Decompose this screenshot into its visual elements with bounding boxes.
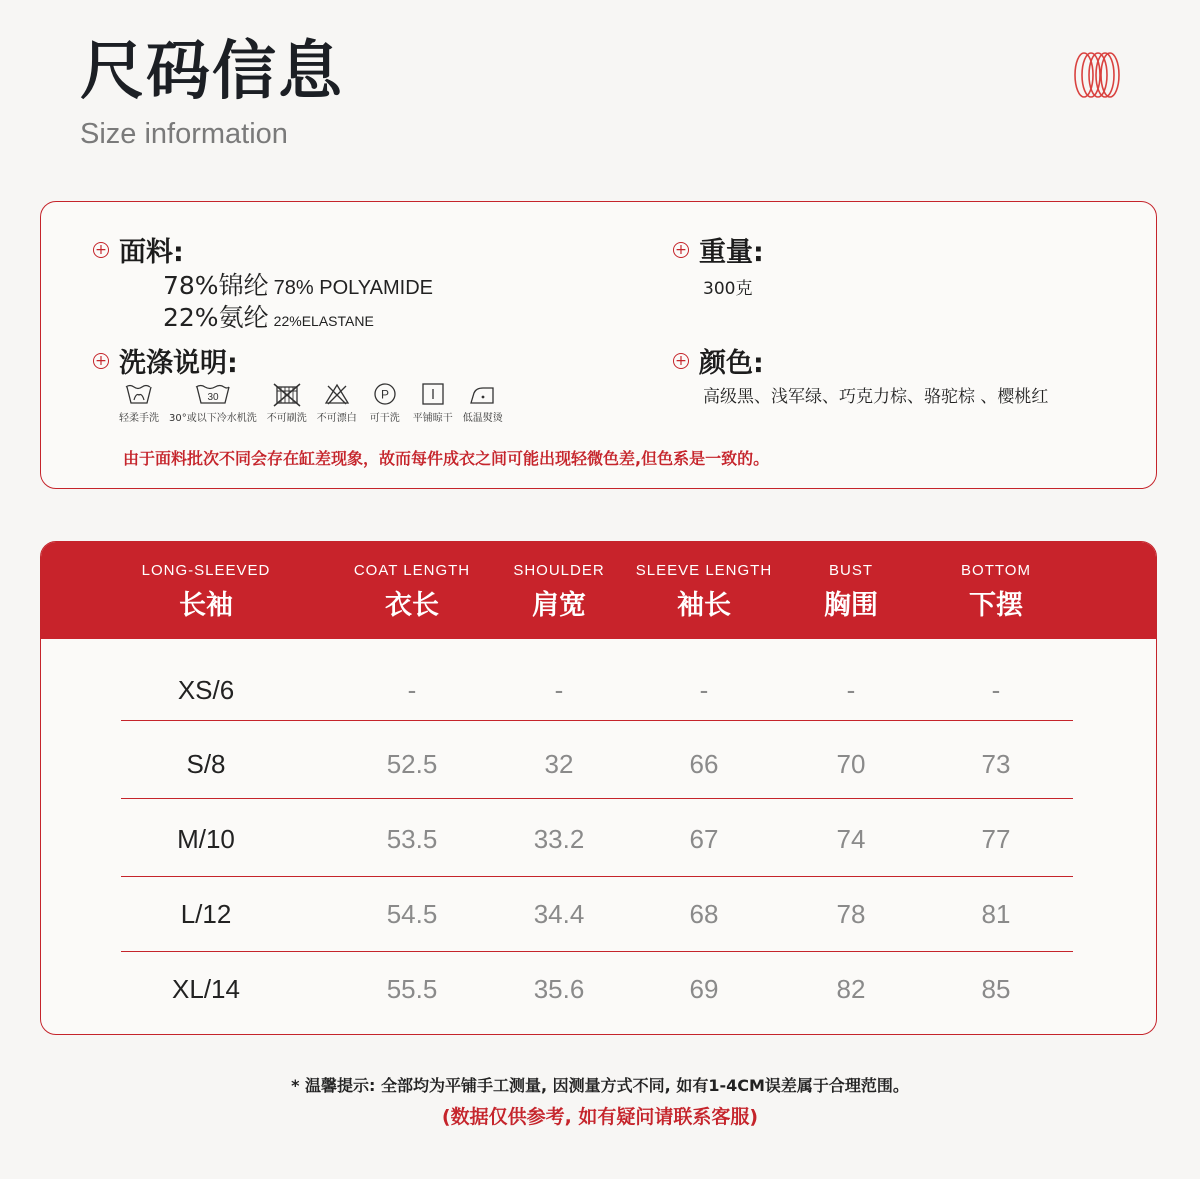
- size-table: [40, 541, 1157, 1035]
- size-cell: S/8: [186, 749, 226, 779]
- size-cell: XL/14: [172, 974, 240, 1004]
- column-header: [136, 542, 276, 639]
- product-info-card: [40, 201, 1157, 489]
- table-header: [41, 542, 1156, 639]
- row-divider: [121, 720, 1073, 721]
- table-cell: 74: [836, 824, 866, 854]
- care-label: 低温熨烫: [462, 413, 503, 424]
- column-header: [926, 542, 1066, 639]
- column-header-cn: 长袖: [179, 590, 233, 621]
- weight-value: 300克: [703, 279, 753, 299]
- table-cell: 54.5: [386, 899, 438, 929]
- plus-circle-icon: +: [93, 242, 109, 258]
- column-header: [634, 542, 774, 639]
- size-cell: XS/6: [177, 675, 235, 705]
- care-item: [267, 381, 307, 424]
- column-header-en: SLEEVE LENGTH: [635, 562, 773, 579]
- fabric-line-2: [163, 298, 374, 334]
- no-brush-icon: [269, 381, 305, 407]
- table-cell: -: [991, 675, 1001, 705]
- size-cell: L/12: [180, 899, 232, 929]
- table-cell: 68: [689, 899, 719, 929]
- table-cell: 77: [981, 824, 1011, 854]
- column-header-en: BUST: [828, 562, 873, 579]
- column-header-cn: 衣长: [385, 590, 439, 621]
- wash-temperature: 30: [207, 392, 219, 403]
- table-row: [41, 951, 1156, 1027]
- fabric-heading: [93, 230, 184, 269]
- fabric-en: 22%ELASTANE: [273, 313, 374, 329]
- fabric-cn: 22%氨纶: [163, 303, 269, 332]
- care-label: 可干洗: [369, 413, 400, 424]
- table-cell: 35.6: [533, 974, 585, 1004]
- column-header: [489, 542, 629, 639]
- fabric-line-1: [163, 266, 433, 302]
- table-cell: 82: [836, 974, 866, 1004]
- care-instructions: [119, 381, 513, 424]
- column-header-cn: 肩宽: [532, 590, 586, 621]
- column-header-cn: 胸围: [824, 590, 878, 621]
- machine-wash-30-icon: [191, 381, 235, 407]
- plus-circle-icon: +: [93, 353, 109, 369]
- fabric-cn: 78%锦纶: [163, 271, 269, 300]
- reference-disclaimer: (数据仅供参考, 如有疑问请联系客服): [441, 1106, 759, 1128]
- page-title: 尺码信息: [80, 35, 344, 109]
- column-header-en: LONG-SLEEVED: [141, 562, 271, 579]
- table-cell: 34.4: [533, 899, 585, 929]
- care-item: [367, 381, 403, 424]
- column-header-en: COAT LENGTH: [353, 562, 471, 579]
- page-subtitle: Size information: [80, 118, 288, 150]
- column-header-cn: 下摆: [969, 590, 1023, 621]
- weight-heading: [673, 230, 764, 269]
- plus-circle-icon: +: [673, 242, 689, 258]
- rings-icon: [1072, 50, 1122, 100]
- table-cell: 32: [544, 749, 574, 779]
- table-cell: 33.2: [533, 824, 585, 854]
- weight-heading-label: 重量:: [699, 237, 764, 268]
- care-item: [317, 381, 357, 424]
- care-label: 不可漂白: [316, 413, 357, 424]
- flat-dry-icon: [415, 381, 451, 407]
- color-value: 高级黑、浅军绿、巧克力棕、骆驼棕 、樱桃红: [703, 387, 1049, 407]
- table-cell: 73: [981, 749, 1011, 779]
- table-cell: -: [699, 675, 709, 705]
- column-header-en: SHOULDER: [513, 562, 605, 579]
- table-cell: 81: [981, 899, 1011, 929]
- color-heading: [673, 341, 764, 380]
- care-label: 不可刷洗: [266, 413, 307, 424]
- care-label: 30°或以下冷水机洗: [169, 413, 257, 424]
- table-cell: -: [846, 675, 856, 705]
- column-header: [781, 542, 921, 639]
- measurement-tip: * 温馨提示: 全部均为平铺手工测量, 因测量方式不同, 如有1-4CM误差属于合理范围。: [291, 1076, 909, 1095]
- table-cell: 52.5: [386, 749, 438, 779]
- color-heading-label: 颜色:: [699, 348, 764, 379]
- care-item: [413, 381, 453, 424]
- dry-clean-p-icon: [367, 381, 403, 407]
- care-label: 轻柔手洗: [119, 413, 159, 424]
- table-cell: 69: [689, 974, 719, 1004]
- table-cell: 66: [689, 749, 719, 779]
- table-cell: 55.5: [386, 974, 438, 1004]
- care-item: [463, 381, 503, 424]
- table-row: [41, 726, 1156, 802]
- table-row: [41, 801, 1156, 877]
- color-difference-note: 由于面料批次不同会存在缸差现象，故而每件成衣之间可能出现轻微色差,但色系是一致的。: [123, 449, 770, 468]
- column-header: [342, 542, 482, 639]
- column-header-en: BOTTOM: [961, 562, 1031, 579]
- table-cell: 78: [836, 899, 866, 929]
- column-header-cn: 袖长: [677, 590, 731, 621]
- fabric-heading-label: 面料:: [119, 237, 184, 268]
- wash-heading-label: 洗涤说明:: [119, 348, 238, 379]
- table-row: [41, 652, 1156, 728]
- fabric-en: 78% POLYAMIDE: [273, 277, 433, 299]
- table-cell: 53.5: [386, 824, 438, 854]
- table-cell: -: [407, 675, 417, 705]
- dry-clean-mark: P: [380, 387, 389, 402]
- care-label: 平铺晾干: [412, 413, 453, 424]
- table-row: [41, 876, 1156, 952]
- table-cell: 85: [981, 974, 1011, 1004]
- low-iron-icon: [465, 381, 501, 407]
- care-item: [119, 381, 159, 424]
- plus-circle-icon: +: [673, 353, 689, 369]
- row-divider: [121, 798, 1073, 799]
- table-cell: 67: [689, 824, 719, 854]
- no-bleach-icon: [319, 381, 355, 407]
- size-cell: M/10: [177, 824, 235, 854]
- table-cell: -: [554, 675, 564, 705]
- care-item: [169, 381, 257, 424]
- table-cell: 70: [836, 749, 866, 779]
- hand-wash-icon: [121, 381, 157, 407]
- wash-heading: [93, 341, 238, 380]
